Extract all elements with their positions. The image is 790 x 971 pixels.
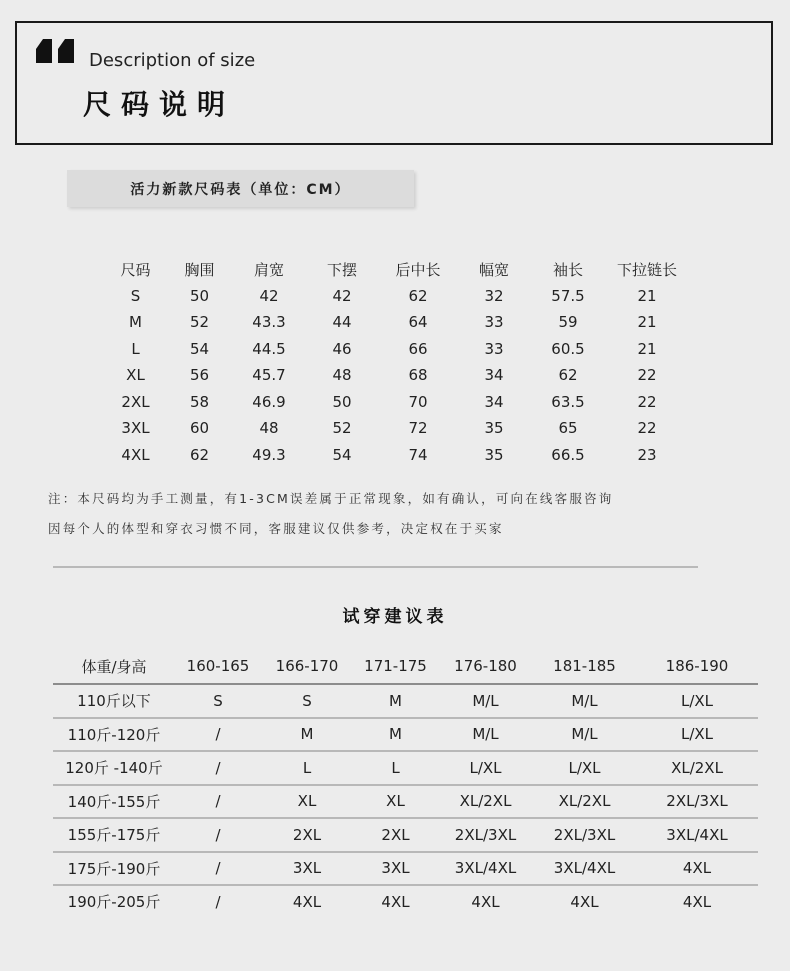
size-header-cell: 幅宽 bbox=[478, 260, 509, 279]
fit-cell: / bbox=[175, 852, 261, 886]
fit-cell: L/XL bbox=[438, 751, 533, 785]
size-table bbox=[105, 256, 689, 468]
fit-cell: L bbox=[261, 751, 353, 785]
size-cell: 44 bbox=[332, 313, 352, 332]
size-cell: 48 bbox=[259, 419, 279, 438]
size-cell: 4XL bbox=[121, 445, 150, 464]
fit-cell: XL/2XL bbox=[533, 785, 636, 819]
size-cell: 50 bbox=[189, 286, 210, 305]
fit-header-cell: 160-165 bbox=[175, 649, 261, 684]
note-line-2: 因每个人的体型和穿衣习惯不同，客服建议仅供参考，决定权在于买家 bbox=[48, 521, 504, 536]
fit-cell: / bbox=[175, 718, 261, 752]
size-cell: 46.9 bbox=[252, 392, 286, 411]
size-cell: 33 bbox=[484, 313, 504, 332]
fit-header-cell: 186-190 bbox=[636, 649, 758, 684]
fit-cell: / bbox=[175, 818, 261, 852]
fit-cell: 155斤-175斤 bbox=[53, 818, 175, 852]
fit-table-row bbox=[53, 751, 758, 785]
size-cell: 66 bbox=[408, 339, 428, 358]
size-cell: 42 bbox=[332, 286, 352, 305]
size-cell: 49.3 bbox=[252, 445, 286, 464]
size-table-row bbox=[105, 442, 689, 469]
header-title: 尺码说明 bbox=[83, 88, 236, 121]
fit-cell: L bbox=[353, 751, 438, 785]
size-cell: 74 bbox=[408, 445, 428, 464]
size-cell: 66.5 bbox=[551, 445, 585, 464]
fit-section-title: 试穿建议表 bbox=[342, 607, 448, 627]
fit-cell: 2XL bbox=[353, 818, 438, 852]
size-cell: 45.7 bbox=[252, 366, 286, 385]
fit-table-row bbox=[53, 818, 758, 852]
size-cell: 22 bbox=[637, 366, 657, 385]
fit-cell: 110斤以下 bbox=[53, 684, 175, 718]
fit-cell: 4XL bbox=[471, 892, 500, 911]
size-chart-banner: 活力新款尺码表（单位：CM） bbox=[67, 170, 414, 207]
fit-cell: 4XL bbox=[381, 892, 410, 911]
fit-cell: L/XL bbox=[533, 751, 636, 785]
header-subtitle: Description of size bbox=[89, 50, 256, 71]
fit-table-row bbox=[53, 852, 758, 886]
size-cell: 56 bbox=[189, 366, 210, 385]
size-cell: 60.5 bbox=[551, 339, 585, 358]
fit-table-row bbox=[53, 684, 758, 718]
fit-table-header bbox=[53, 649, 758, 684]
size-header-cell: 袖长 bbox=[552, 260, 583, 279]
fit-cell: / bbox=[175, 785, 261, 819]
fit-cell: XL/2XL bbox=[636, 751, 758, 785]
size-cell: 72 bbox=[408, 419, 428, 438]
size-cell: 52 bbox=[332, 419, 352, 438]
fit-table-row bbox=[53, 785, 758, 819]
size-cell: 63.5 bbox=[551, 392, 585, 411]
size-header-cell: 下拉链长 bbox=[616, 260, 677, 279]
size-cell: 52 bbox=[189, 313, 210, 332]
size-cell: 42 bbox=[259, 286, 279, 305]
size-cell: 44.5 bbox=[252, 339, 286, 358]
size-note bbox=[48, 484, 760, 544]
fit-table-row bbox=[53, 718, 758, 752]
size-cell: 32 bbox=[484, 286, 504, 305]
fit-cell: M/L bbox=[438, 718, 533, 752]
fit-cell: 2XL bbox=[261, 818, 353, 852]
fit-cell: 3XL/4XL bbox=[438, 852, 533, 886]
fit-cell: 4XL bbox=[570, 892, 599, 911]
size-header-cell: 尺码 bbox=[120, 260, 151, 279]
size-cell: 62 bbox=[189, 445, 210, 464]
fit-cell: M bbox=[261, 718, 353, 752]
size-cell: 21 bbox=[637, 313, 657, 332]
fit-cell: 3XL/4XL bbox=[636, 818, 758, 852]
size-cell: 59 bbox=[558, 313, 578, 332]
size-cell: 48 bbox=[332, 366, 352, 385]
size-cell: 60 bbox=[189, 419, 210, 438]
fit-cell: 4XL bbox=[636, 852, 758, 886]
fit-cell: 2XL/3XL bbox=[438, 818, 533, 852]
size-cell: 34 bbox=[484, 392, 504, 411]
size-table-row bbox=[105, 283, 689, 310]
size-header-cell: 胸围 bbox=[184, 260, 215, 279]
fit-cell: 3XL/4XL bbox=[533, 852, 636, 886]
size-cell: 58 bbox=[189, 392, 210, 411]
size-cell: 70 bbox=[408, 392, 428, 411]
fit-cell: 4XL bbox=[682, 892, 712, 911]
size-table-row bbox=[105, 415, 689, 442]
fit-cell: XL bbox=[261, 785, 353, 819]
size-cell: L bbox=[131, 339, 140, 358]
size-cell: 46 bbox=[332, 339, 352, 358]
fit-header-cell: 171-175 bbox=[353, 649, 438, 684]
size-cell: 62 bbox=[558, 366, 578, 385]
fit-cell: 120斤 -140斤 bbox=[53, 751, 175, 785]
size-table-row bbox=[105, 336, 689, 363]
fit-cell: XL bbox=[353, 785, 438, 819]
fit-cell: L/XL bbox=[636, 684, 758, 718]
fit-cell: 110斤-120斤 bbox=[53, 718, 175, 752]
size-cell: 22 bbox=[637, 392, 657, 411]
size-cell: 64 bbox=[408, 313, 428, 332]
fit-header-cell: 体重/身高 bbox=[53, 649, 175, 684]
size-cell: 54 bbox=[332, 445, 352, 464]
fit-cell: 3XL bbox=[353, 852, 438, 886]
size-header-cell: 后中长 bbox=[395, 260, 441, 279]
fit-cell: / bbox=[215, 892, 221, 911]
fit-cell: 2XL/3XL bbox=[636, 785, 758, 819]
fit-cell: XL/2XL bbox=[438, 785, 533, 819]
fit-cell: 3XL bbox=[261, 852, 353, 886]
section-divider bbox=[53, 566, 698, 568]
size-cell: 57.5 bbox=[551, 286, 585, 305]
size-header-cell: 下摆 bbox=[326, 260, 357, 279]
fit-cell: M bbox=[353, 684, 438, 718]
quote-icon bbox=[35, 37, 77, 67]
size-cell: 50 bbox=[332, 392, 352, 411]
size-cell: 23 bbox=[637, 445, 657, 464]
fit-cell: 190斤-205斤 bbox=[67, 893, 161, 912]
size-cell: 3XL bbox=[121, 419, 150, 438]
size-cell: M bbox=[129, 313, 142, 332]
fit-cell: M/L bbox=[438, 684, 533, 718]
fit-cell: 4XL bbox=[292, 892, 322, 911]
fit-table-row bbox=[53, 885, 758, 918]
fit-cell: S bbox=[175, 684, 261, 718]
fit-cell: 140斤-155斤 bbox=[53, 785, 175, 819]
size-cell: 54 bbox=[189, 339, 210, 358]
size-table-row bbox=[105, 362, 689, 389]
size-cell: 2XL bbox=[121, 392, 150, 411]
fit-cell: 2XL/3XL bbox=[533, 818, 636, 852]
fit-cell: L/XL bbox=[636, 718, 758, 752]
fit-cell: S bbox=[261, 684, 353, 718]
size-table-row bbox=[105, 309, 689, 336]
size-cell: 62 bbox=[408, 286, 428, 305]
size-cell: 35 bbox=[484, 445, 504, 464]
size-cell: 34 bbox=[484, 366, 504, 385]
size-cell: 22 bbox=[637, 419, 657, 438]
size-cell: 21 bbox=[637, 339, 657, 358]
size-cell: XL bbox=[126, 366, 145, 385]
size-cell: S bbox=[130, 286, 141, 305]
size-table-row bbox=[105, 389, 689, 416]
fit-table bbox=[53, 649, 758, 918]
fit-cell: M/L bbox=[533, 718, 636, 752]
fit-cell: M/L bbox=[533, 684, 636, 718]
fit-cell: / bbox=[175, 751, 261, 785]
note-line-1: 注：本尺码均为手工测量，有1-3CM误差属于正常现象，如有确认，可向在线客服咨询 bbox=[48, 491, 614, 506]
size-cell: 21 bbox=[637, 286, 657, 305]
size-cell: 35 bbox=[484, 419, 504, 438]
size-header-cell: 肩宽 bbox=[253, 260, 284, 279]
size-cell: 65 bbox=[558, 419, 578, 438]
header-box bbox=[15, 21, 773, 145]
fit-cell: M bbox=[353, 718, 438, 752]
size-cell: 33 bbox=[484, 339, 504, 358]
fit-header-cell: 176-180 bbox=[438, 649, 533, 684]
size-table-header bbox=[105, 256, 689, 283]
fit-cell: 175斤-190斤 bbox=[53, 852, 175, 886]
size-cell: 68 bbox=[408, 366, 428, 385]
size-cell: 43.3 bbox=[252, 313, 286, 332]
fit-header-cell: 166-170 bbox=[261, 649, 353, 684]
fit-header-cell: 181-185 bbox=[533, 649, 636, 684]
